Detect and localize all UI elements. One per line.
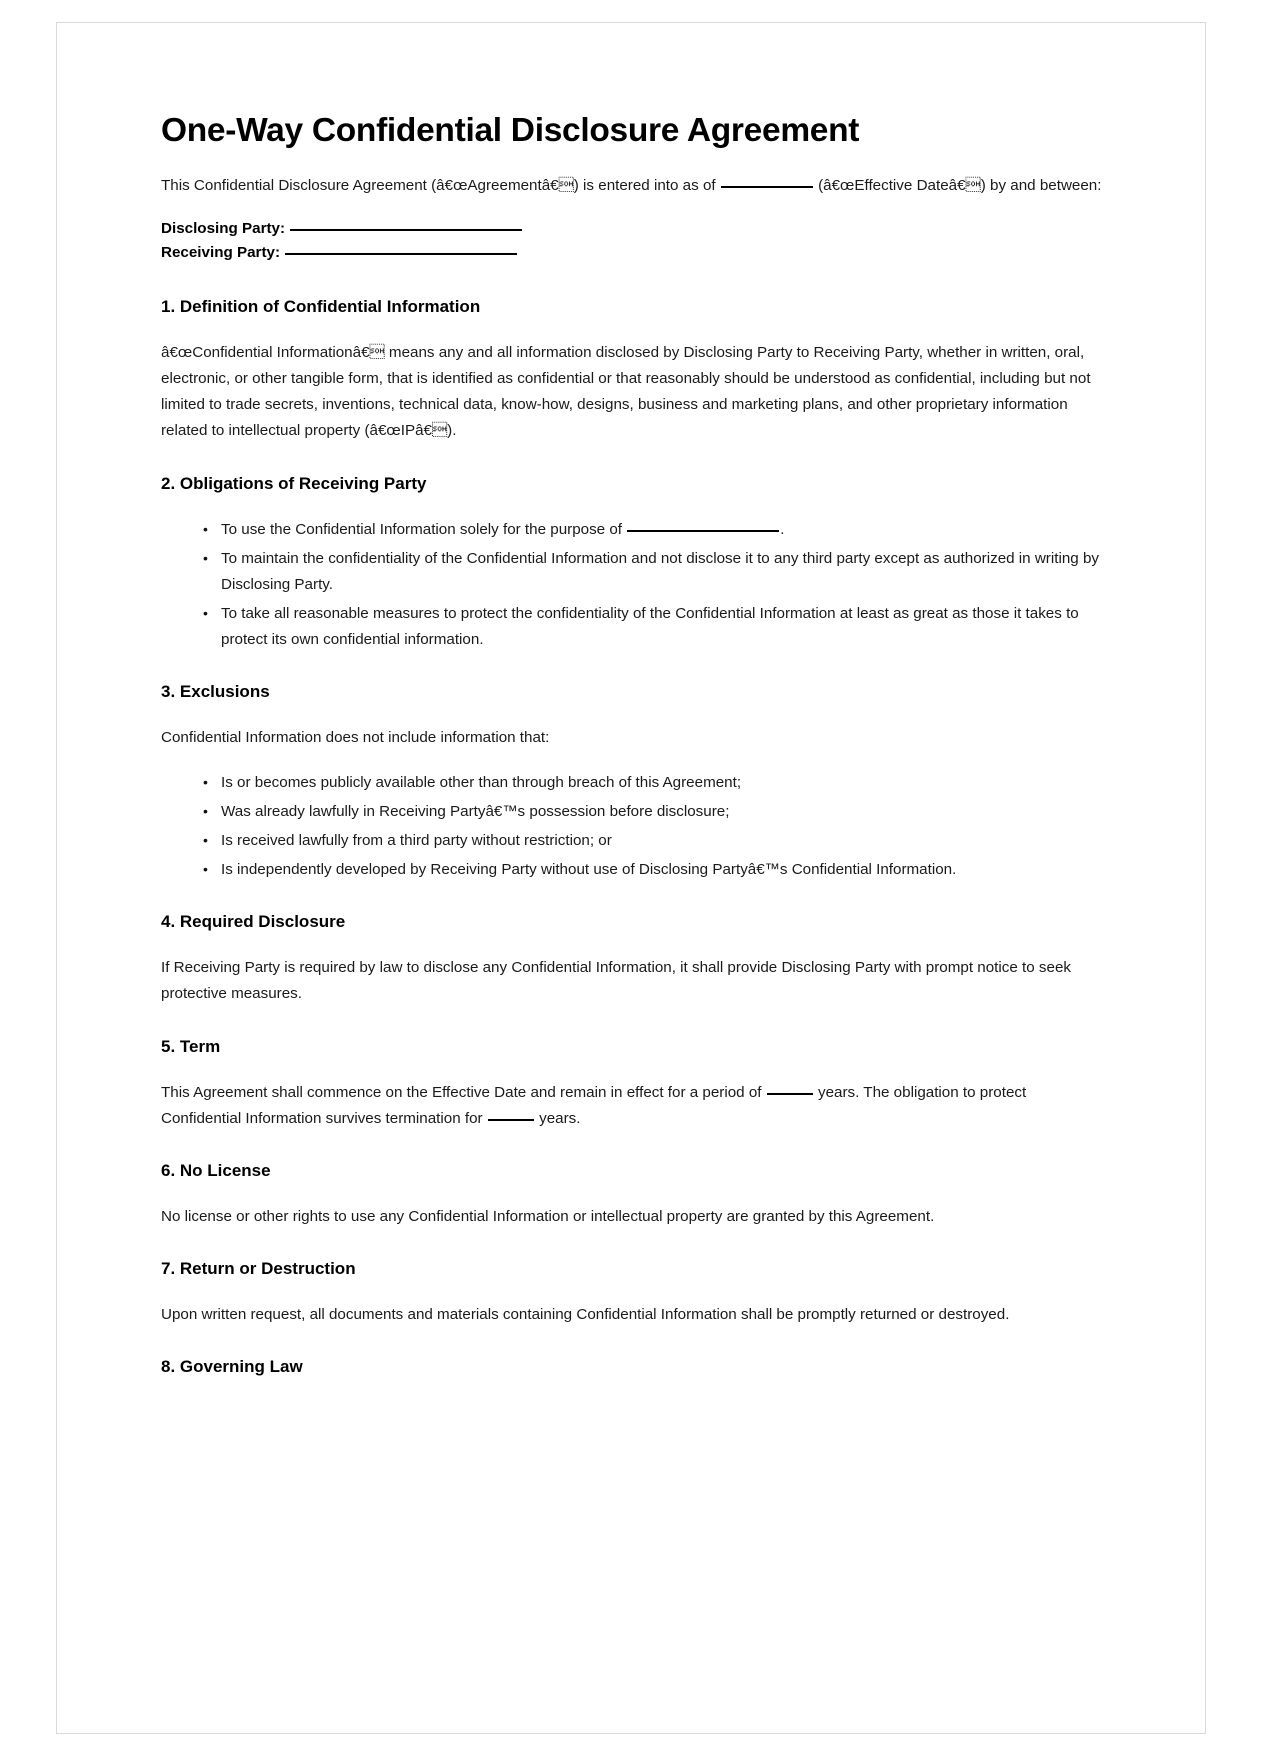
list-item — [221, 828, 1105, 854]
effective-date-blank[interactable] — [721, 186, 813, 188]
bullet-text: To maintain the confidentiality of the Confidential Information and not disclose it to any third party except as authorized in writing by Disclosing Party. — [221, 549, 1099, 593]
bullet-text: Is received lawfully from a third party without restriction; or — [221, 831, 612, 849]
intro-text-part1: This Confidential Disclosure Agreement (â€œAgreementâ€) is entered into as of — [161, 176, 716, 194]
bullet-text: To take all reasonable measures to protect the confidentiality of the Confidential Information at least as great as those it takes to protect its own confidential information. — [221, 605, 1079, 649]
bullet-text: Was already lawfully in Receiving Partyâ€™s possession before disclosure; — [221, 802, 730, 820]
section-2-bullet-list — [161, 517, 1105, 654]
section-6-paragraph: No license or other rights to use any Confidential Information or intellectual property are granted by this Agreement. — [161, 1208, 935, 1225]
section-1-paragraph: â€œConfidential Informationâ€ means any and all information disclosed by Disclosing Party to Receiving Party, whether in written, oral, electronic, or other tangible form, that is identified as confidential or that reasonably should be understood as confidential, including but not limited to trade secrets, inventions, technical data, know-how, designs, business and marketing plans, and other proprietary information related to intellectual property (â€œIPâ€). — [161, 344, 1091, 440]
bullet-text: Is or becomes publicly available other than through breach of this Agreement; — [221, 773, 742, 791]
receiving-party-line — [161, 241, 1105, 266]
disclosing-party-label: Disclosing Party: — [161, 219, 286, 237]
section-heading-7: 7. Return or Destruction — [161, 1259, 356, 1279]
bullet-text: To use the Confidential Information solely for the purpose of — [221, 520, 623, 538]
section-4-paragraph: If Receiving Party is required by law to disclose any Confidential Information, it shall provide Disclosing Party with prompt notice to seek protective measures. — [161, 959, 1071, 1003]
section-heading-1: 1. Definition of Confidential Information — [161, 296, 481, 316]
list-item — [221, 517, 1105, 543]
bullet-text: Is independently developed by Receiving Party without use of Disclosing Partyâ€™s Confidential Information. — [221, 861, 957, 879]
purpose-blank[interactable] — [627, 530, 779, 532]
intro-paragraph — [161, 173, 1105, 199]
list-item — [221, 857, 1105, 883]
document-body — [161, 111, 1105, 1400]
section-heading-3: 3. Exclusions — [161, 682, 270, 702]
list-item — [221, 601, 1105, 653]
list-item — [221, 770, 1105, 796]
section-heading-8: 8. Governing Law — [161, 1357, 303, 1377]
section-heading-4: 4. Required Disclosure — [161, 912, 346, 932]
section-3-bullet-list — [161, 770, 1105, 884]
section-7-paragraph: Upon written request, all documents and materials containing Confidential Information shall be promptly returned or destroyed. — [161, 1306, 1010, 1324]
receiving-party-blank[interactable] — [285, 253, 517, 255]
paper-sheet — [56, 22, 1206, 1734]
disclosing-party-blank[interactable] — [290, 229, 522, 231]
bullet-text-suffix: . — [780, 520, 785, 538]
disclosing-party-line — [161, 217, 1105, 242]
list-item — [221, 546, 1105, 598]
section-5-paragraph — [161, 1080, 1105, 1132]
term-text-seg3: years. — [539, 1109, 581, 1127]
list-item — [221, 799, 1105, 825]
section-heading-2: 2. Obligations of Receiving Party — [161, 473, 427, 493]
term-years-blank[interactable] — [767, 1093, 813, 1095]
survival-years-blank[interactable] — [488, 1119, 534, 1121]
intro-text-part2: (â€œEffective Dateâ€) by and between: — [818, 176, 1102, 194]
section-heading-6: 6. No License — [161, 1160, 271, 1180]
receiving-party-label: Receiving Party: — [161, 244, 281, 262]
term-text-seg2: years. The obligation to protect Confidential Information survives termination for — [161, 1083, 1027, 1127]
page-title: One-Way Confidential Disclosure Agreement — [161, 112, 860, 149]
section-3-paragraph: Confidential Information does not include information that: — [161, 729, 550, 747]
term-text-seg1: This Agreement shall commence on the Effective Date and remain in effect for a period of — [161, 1083, 762, 1101]
section-heading-5: 5. Term — [161, 1036, 221, 1056]
parties-block — [161, 217, 1105, 266]
